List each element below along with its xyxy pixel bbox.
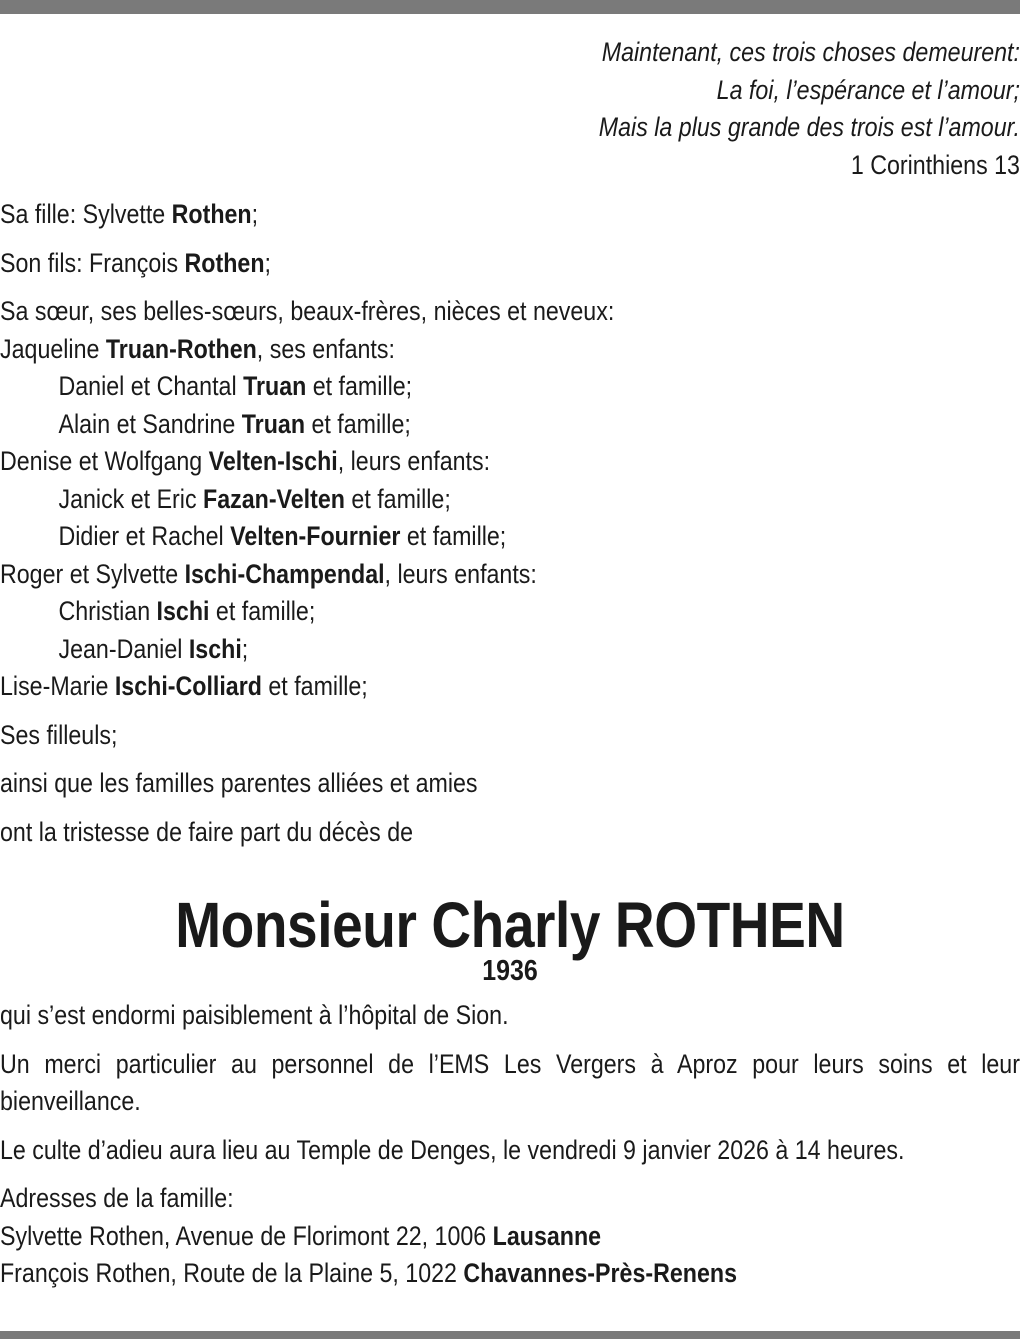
deceased-name: Monsieur Charly ROTHEN [175,889,845,961]
quote-line-3: Mais la plus grande des trois est l’amour. [598,112,1020,142]
member-given-names: Christian [58,596,157,626]
family-member-line [0,556,1020,594]
address-2-city: Chavannes-Près-Renens [463,1258,737,1288]
member-given-names: Jean-Daniel [58,633,189,664]
address-2-text: François Rothen, Route de la Plaine 5, 1022 [0,1258,464,1288]
member-surname: Truan [241,408,306,439]
family-member-line [0,631,1020,669]
member-suffix: , leurs enfants: [384,558,537,589]
member-suffix: et famille; [209,596,316,626]
member-given-names: Alain et Sandrine [58,408,242,439]
member-given-names: Daniel et Chantal [58,371,244,401]
family-member-line [0,443,1020,481]
member-surname: Truan [243,371,307,401]
passing-line: qui s’est endormi paisiblement à l’hôpital de Sion. [0,1000,509,1030]
obituary-content [0,34,1020,1293]
siblings-intro: Sa sœur, ses belles-sœurs, beaux-frères, nièces et neveux: [0,296,615,326]
son-prefix: Son fils: François [0,247,185,278]
deceased-birth-year: 1936 [482,955,538,987]
member-surname: Ischi-Champendal [184,558,385,589]
family-member-line [0,406,1020,444]
address-line-2 [0,1255,1020,1293]
addresses-heading: Adresses de la famille: [0,1183,234,1213]
address-1-city: Lausanne [492,1220,602,1251]
family-member-line [0,668,1020,706]
family-member-line [0,593,1020,631]
son-suffix: ; [264,247,271,278]
member-suffix: et famille; [306,371,413,401]
family-member-line [0,518,1020,556]
member-given-names: Denise et Wolfgang [0,446,209,476]
address-1-text: Sylvette Rothen, Avenue de Florimont 22, 1006 [0,1220,493,1251]
member-given-names: Didier et Rachel [58,521,231,551]
member-suffix: , ses enfants: [256,333,395,364]
member-suffix: et famille; [261,671,368,701]
member-suffix: et famille; [305,408,411,439]
member-suffix: , leurs enfants: [337,446,491,476]
quote-line-2: La foi, l’espérance et l’amour; [716,74,1020,105]
bible-quote [0,34,1020,184]
daughter-surname: Rothen [171,199,252,229]
quote-line-1: Maintenant, ces trois choses demeurent: [601,37,1020,67]
member-given-names: Jaqueline [0,333,106,364]
ceremony-paragraph: Le culte d’adieu aura lieu au Temple de Denges, le vendredi 9 janvier 2026 à 14 heures. [0,1134,905,1165]
member-suffix: et famille; [400,521,507,551]
member-surname: Truan-Rothen [105,333,257,364]
member-suffix: et famille; [344,483,451,514]
daughter-line [0,196,1020,234]
member-suffix: ; [241,633,249,664]
son-surname: Rothen [184,247,265,278]
thanks-paragraph: Un merci particulier au personnel de l’EMS Les Vergers à Aproz pour leurs soins et leur bienveillance. [0,1048,1020,1116]
member-surname: Ischi-Colliard [114,671,262,701]
bottom-border-bar [0,1331,1020,1339]
address-line-1 [0,1218,1020,1256]
son-line [0,245,1020,283]
member-given-names: Janick et Eric [58,483,204,514]
others-line: ainsi que les familles parentes alliées et amies [0,768,478,798]
member-surname: Fazan-Velten [203,483,345,514]
quote-reference: 1 Corinthiens 13 [850,149,1020,180]
member-surname: Ischi [188,633,242,664]
family-members-list [0,331,1020,706]
member-given-names: Lise-Marie [0,671,115,701]
daughter-prefix: Sa fille: Sylvette [0,199,172,229]
member-surname: Ischi [156,596,210,626]
member-given-names: Roger et Sylvette [0,558,185,589]
family-member-line [0,368,1020,406]
family-member-line [0,331,1020,369]
top-border-bar [0,0,1020,14]
godchildren-line: Ses filleuls; [0,719,118,750]
announcement-line: ont la tristesse de faire part du décès de [0,816,414,847]
member-surname: Velten-Fournier [230,521,401,551]
daughter-suffix: ; [251,199,259,229]
member-surname: Velten-Ischi [208,446,338,476]
family-member-line [0,481,1020,519]
